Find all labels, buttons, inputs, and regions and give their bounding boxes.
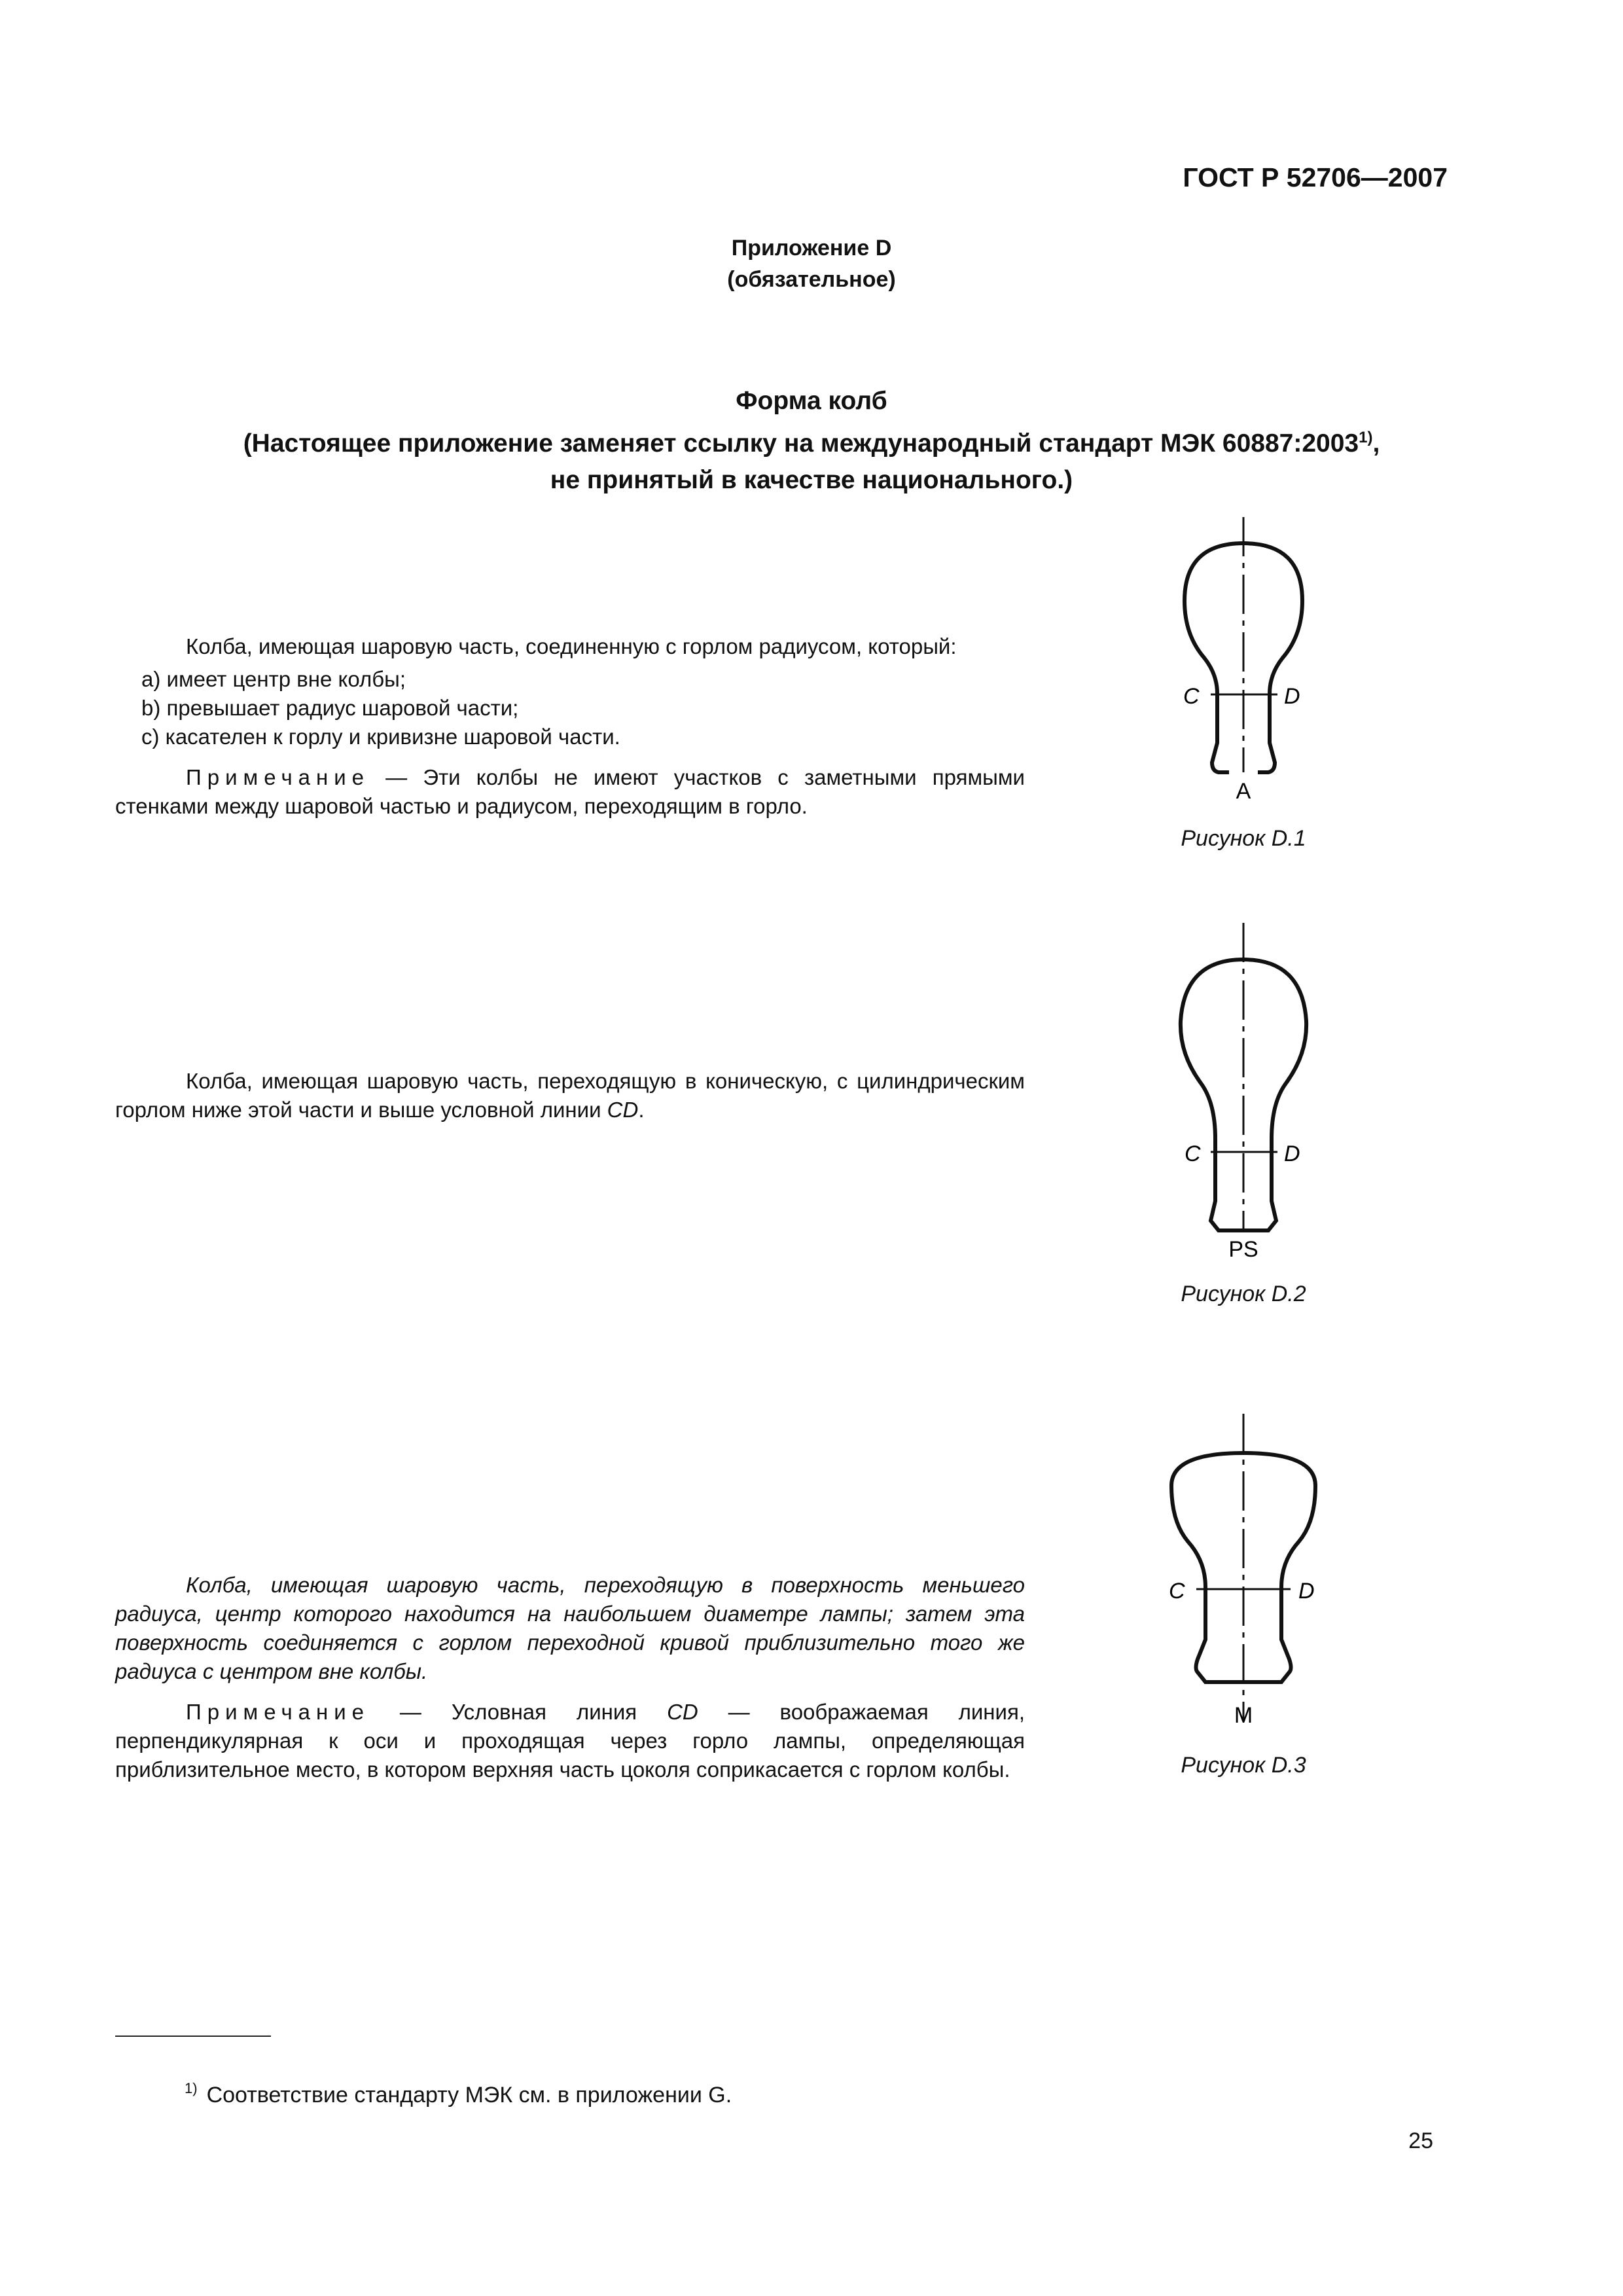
figure-d3-caption: Рисунок D.3: [1181, 1753, 1306, 1778]
footnote-ref: 1): [1359, 429, 1373, 446]
footnote-divider: [115, 2036, 271, 2037]
footnote: [185, 2080, 732, 2108]
section-1-note: [115, 763, 1025, 821]
note-text: — Эти колбы не имеют участков с заметными прямыми стенками между шаровой частью и радиусом, переходящим в горло.: [115, 765, 1025, 818]
section-2-cd: CD: [607, 1098, 639, 1122]
note-label: Примечание: [186, 1700, 370, 1724]
note-cd: CD: [667, 1700, 698, 1724]
figure-d2-caption: Рисунок D.2: [1181, 1282, 1306, 1306]
title-line-2-end: ,: [1372, 429, 1380, 457]
section-1-intro: Колба, имеющая шаровую часть, соединенную с горлом радиусом, который:: [186, 634, 957, 658]
note-text-b: — воображаемая линия, перпендикулярная к оси и проходящая через горло лампы, определяющая приблизительное место, в котором верхняя часть цоколя соприкасается с горлом колбы.: [115, 1700, 1025, 1782]
label-c: C: [1183, 684, 1200, 709]
footnote-text: Соответствие стандарту МЭК см. в приложении G.: [206, 2083, 732, 2108]
section-1-list: [115, 665, 1025, 751]
figure-d3-bulb: [1113, 1414, 1374, 1754]
section-2-end: .: [638, 1098, 645, 1122]
annex-status: (обязательное): [727, 267, 896, 292]
section-2-main: Колба, имеющая шаровую часть, переходящую в коническую, с цилиндрическим горлом ниже этой части и выше условной линии: [115, 1069, 1025, 1122]
label-c: C: [1185, 1141, 1201, 1166]
standard-code: ГОСТ Р 52706—2007: [1183, 162, 1448, 192]
label-base: A: [1236, 779, 1251, 804]
list-item: b) превышает радиус шаровой части;: [141, 696, 519, 720]
title-line-3: не принятый в качестве национального.): [550, 466, 1073, 494]
annex-title: Приложение D: [731, 236, 892, 260]
label-base: PS: [1228, 1237, 1258, 1262]
label-c: C: [1169, 1579, 1185, 1604]
label-d: D: [1298, 1579, 1315, 1604]
note-label: Примечание: [186, 765, 370, 789]
label-base: M: [1234, 1703, 1253, 1728]
section-2-paragraph: [115, 1067, 1025, 1124]
title-line-1: Форма колб: [736, 387, 887, 415]
page-title: [0, 383, 1623, 499]
figure-d2-bulb: [1113, 923, 1374, 1270]
title-line-2-text: (Настоящее приложение заменяет ссылку на международный стандарт МЭК 60887:2003: [243, 429, 1359, 457]
annex-heading: [0, 232, 1623, 295]
label-d: D: [1284, 1141, 1300, 1166]
section-2-text: [115, 1067, 1025, 1124]
section-3-paragraph: Колба, имеющая шаровую часть, переходящую в поверхность меньшего радиуса, центр которого находится на наибольшем диаметре лампы; затем эта поверхность соединяется с горлом переходной кривой приблизительно того же радиуса с центром вне колбы.: [115, 1573, 1025, 1683]
list-item: a) имеет центр вне колбы;: [141, 667, 406, 691]
page-number: 25: [1408, 2128, 1433, 2153]
note-text-a: — Условная линия: [370, 1700, 668, 1724]
section-3-text: [115, 1571, 1025, 1784]
figure-d1-bulb: [1113, 517, 1374, 818]
section-1-text: [115, 632, 1025, 821]
section-3-note: [115, 1698, 1025, 1784]
figure-d1-caption: Рисунок D.1: [1181, 826, 1306, 851]
title-line-2: [0, 420, 1623, 462]
list-item: c) касателен к горлу и кривизне шаровой части.: [141, 725, 620, 749]
label-d: D: [1284, 684, 1300, 709]
footnote-mark: 1): [185, 2080, 198, 2096]
